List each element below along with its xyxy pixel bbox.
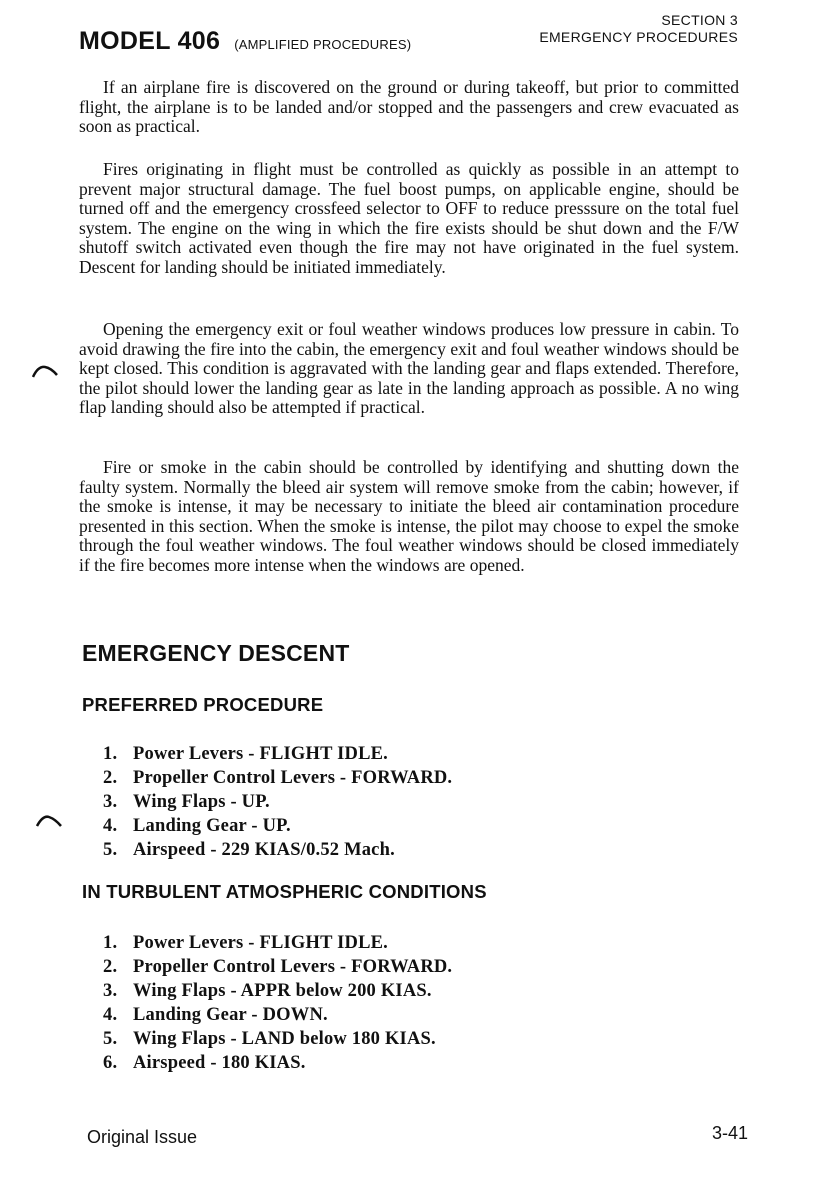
procedure-step: 2. Propeller Control Levers - FORWARD. xyxy=(103,957,453,977)
procedure-step: 4. Landing Gear - DOWN. xyxy=(103,1005,328,1025)
section-heading-emergency-descent: EMERGENCY DESCENT xyxy=(82,640,350,666)
revision-mark-icon xyxy=(32,364,58,378)
preferred-procedure-steps xyxy=(103,742,452,862)
paragraph-cabin-smoke xyxy=(79,458,739,576)
section-header xyxy=(539,12,738,46)
revision-mark-icon xyxy=(36,814,62,828)
model-title: MODEL 406 xyxy=(79,27,221,55)
header-subtitle: (AMPLIFIED PROCEDURES) xyxy=(234,37,412,52)
section-number: SECTION 3 xyxy=(661,12,738,28)
subheading-turbulent-conditions: IN TURBULENT ATMOSPHERIC CONDITIONS xyxy=(82,881,487,902)
paragraph-ground-fire xyxy=(79,78,739,137)
procedure-step: 5. Airspeed - 229 KIAS/0.52 Mach. xyxy=(103,840,395,860)
paragraph-inflight-fire xyxy=(79,160,739,278)
procedure-step: 6. Airspeed - 180 KIAS. xyxy=(103,1053,306,1073)
section-title: EMERGENCY PROCEDURES xyxy=(539,29,738,45)
paragraph-text: Opening the emergency exit or foul weather windows produces low pressure in cabin. To avoid drawing the fire into the cabin, the emergency exit and foul weather windows should be kept closed. This condition is aggravated with the landing gear and flaps extended. Therefore, the pilot should lower the landing gear as late in the landing approach as possible. A no wing flap landing should also be attempted if practical. xyxy=(79,319,739,418)
paragraph-text: If an airplane fire is discovered on the ground or during takeoff, but prior to committed flight, the airplane is to be landed and/or stopped and the passengers and crew evacuated as soon as practical. xyxy=(79,77,739,137)
procedure-step: 1. Power Levers - FLIGHT IDLE. xyxy=(103,744,388,764)
procedure-step: 5. Wing Flaps - LAND below 180 KIAS. xyxy=(103,1029,436,1049)
procedure-step: 1. Power Levers - FLIGHT IDLE. xyxy=(103,933,388,953)
paragraph-text: Fire or smoke in the cabin should be controlled by identifying and shutting down the faulty system. Normally the bleed air system will remove smoke from the cabin; however, if the smoke is intense, it may be necessary to initiate the bleed air contamination procedure presented in this section. When the smoke is intense, the pilot may choose to expel the smoke through the foul weather windows. The foul weather windows should be closed immediately if the fire becomes more intense when the windows are opened. xyxy=(79,457,739,575)
procedure-step: 4. Landing Gear - UP. xyxy=(103,816,291,836)
subheading-preferred-procedure: PREFERRED PROCEDURE xyxy=(82,694,324,715)
procedure-step: 2. Propeller Control Levers - FORWARD. xyxy=(103,768,453,788)
footer-issue: Original Issue xyxy=(87,1127,198,1147)
paragraph-text: Fires originating in flight must be controlled as quickly as possible in an attempt to prevent major structural damage. The fuel boost pumps, on applicable engine, should be turned off and the emergency crossfeed selector to OFF to reduce presssure on the total fuel system. The engine on the wing in which the fire exists should be shut down and the F/W shutoff switch activated even though the fire may not have originated in the fuel system. Descent for landing should be initiated immediately. xyxy=(79,159,739,277)
page-number: 3-41 xyxy=(711,1123,748,1143)
procedure-step: 3. Wing Flaps - APPR below 200 KIAS. xyxy=(103,981,432,1001)
page-header-model xyxy=(79,27,411,56)
paragraph-emergency-exit xyxy=(79,320,739,418)
turbulent-procedure-steps xyxy=(103,931,452,1075)
procedure-step: 3. Wing Flaps - UP. xyxy=(103,792,270,812)
